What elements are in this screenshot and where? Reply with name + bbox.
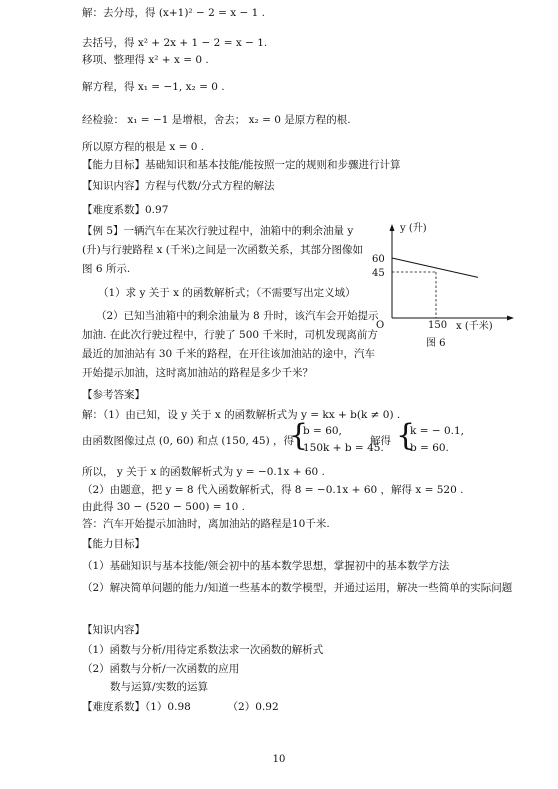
system-2-eq-1: k = − 0.1, [410, 425, 465, 437]
solution-line-6: 所以原方程的根是 x = 0 . [82, 141, 205, 153]
example-5-question-1: （1）求 y 关于 x 的函数解析式；（不需要写出定义域） [98, 287, 356, 299]
system-brace-2: { [396, 418, 416, 453]
difficulty-2: 【难度系数】（1）0.98 （2）0.92 [82, 701, 279, 713]
tick-label-60: 60 [372, 254, 385, 265]
reference-answer-heading: 【参考答案】 [82, 389, 145, 401]
solution-line-1: 解：去分母，得 (x+1)² − 2 = x − 1 . [82, 7, 266, 19]
knowledge-content-item-1: （1）函数与分析/用待定系数法求一次函数的解析式 [82, 644, 324, 656]
ability-target-item-1: （1）基础知识与基本技能/领会初中的基本数学思想，掌握初中的基本数学方法 [82, 560, 450, 572]
figure-6-graph [360, 222, 520, 352]
knowledge-content-1: 【知识内容】方程与代数/分式方程的解法 [82, 180, 275, 192]
answer-line-3: 所以， y 关于 x 的函数解析式为 y = −0.1x + 60 . [82, 466, 325, 478]
ability-target-heading: 【能力目标】 [82, 538, 145, 550]
system-brace-1: { [289, 418, 309, 453]
answer-line-6: 答：汽车开始提示加油时，离加油站的路程是10千米. [82, 518, 330, 530]
answer-line-2: 由函数图像过点 (0, 60) 和点 (150, 45) ，得 [82, 435, 295, 447]
ability-target-item-2: （2）解决简单问题的能力/知道一些基本的数学模型，并通过运用，解决一些简单的实际问题 [82, 582, 513, 594]
solution-line-4: 解方程，得 x₁ = −1, x₂ = 0 . [82, 81, 225, 93]
system-1-eq-2: 150k + b = 45. [303, 442, 384, 454]
knowledge-content-item-3: 数与运算/实数的运算 [110, 681, 209, 693]
system-2-eq-2: b = 60. [410, 442, 449, 454]
example-5-question-2: （2）已知当油箱中的剩余油量为 8 升时，该汽车会开始提示加油. 在此次行驶过程中，行驶了 500 千米时，司机发现离前方最近的加油站有 30 千米的路程，在开往该加油站的途中，汽车开始提示加油，这时离加油站的路程是多少千米？ [82, 310, 379, 379]
answer-line-5: 由此得 30 − (520 − 500) = 10 . [82, 501, 245, 513]
function-line-extension [454, 272, 478, 277]
knowledge-content-heading: 【知识内容】 [82, 624, 145, 636]
knowledge-content-item-2: （2）函数与分析/一次函数的应用 [82, 663, 240, 675]
x-axis-arrow [507, 316, 514, 321]
solution-line-3: 移项、整理得 x² + x = 0 . [82, 54, 209, 66]
example-5-stem: 【例 5】一辆汽车在某次行驶过程中，油箱中的剩余油量 y (升)与行驶路程 x (千米)之间是一次函数关系，其部分图像如图 6 所示. [82, 225, 363, 275]
answer-line-4: （2）由题意，把 y = 8 代入函数解析式，得 8 = −0.1x + 60 ，解得 x = 520 . [82, 484, 464, 496]
tick-label-150: 150 [428, 320, 448, 331]
solve-label: 解得 [370, 435, 391, 447]
y-axis-label: y (升) [400, 223, 427, 234]
solution-line-2: 去括号，得 x² + 2x + 1 − 2 = x − 1. [82, 37, 268, 49]
figure-caption: 图 6 [426, 338, 446, 349]
y-axis-arrow [390, 224, 395, 231]
solution-line-5: 经检验： x₁ = −1 是增根，舍去； x₂ = 0 是原方程的根. [82, 114, 351, 126]
tick-label-45: 45 [372, 268, 385, 279]
difficulty-1: 【难度系数】0.97 [82, 204, 169, 216]
origin-label: O [376, 320, 385, 331]
system-1-eq-1: b = 60, [303, 425, 342, 437]
ability-target-1: 【能力目标】基础知识和基本技能/能按照一定的规则和步骤进行计算 [82, 159, 401, 171]
page-number: 10 [272, 754, 286, 765]
x-axis-label: x (千米) [456, 321, 493, 332]
function-line [392, 258, 454, 272]
answer-line-1: 解：（1）由已知，设 y 关于 x 的函数解析式为 y = kx + b(k ≠ 0) . [82, 409, 401, 421]
